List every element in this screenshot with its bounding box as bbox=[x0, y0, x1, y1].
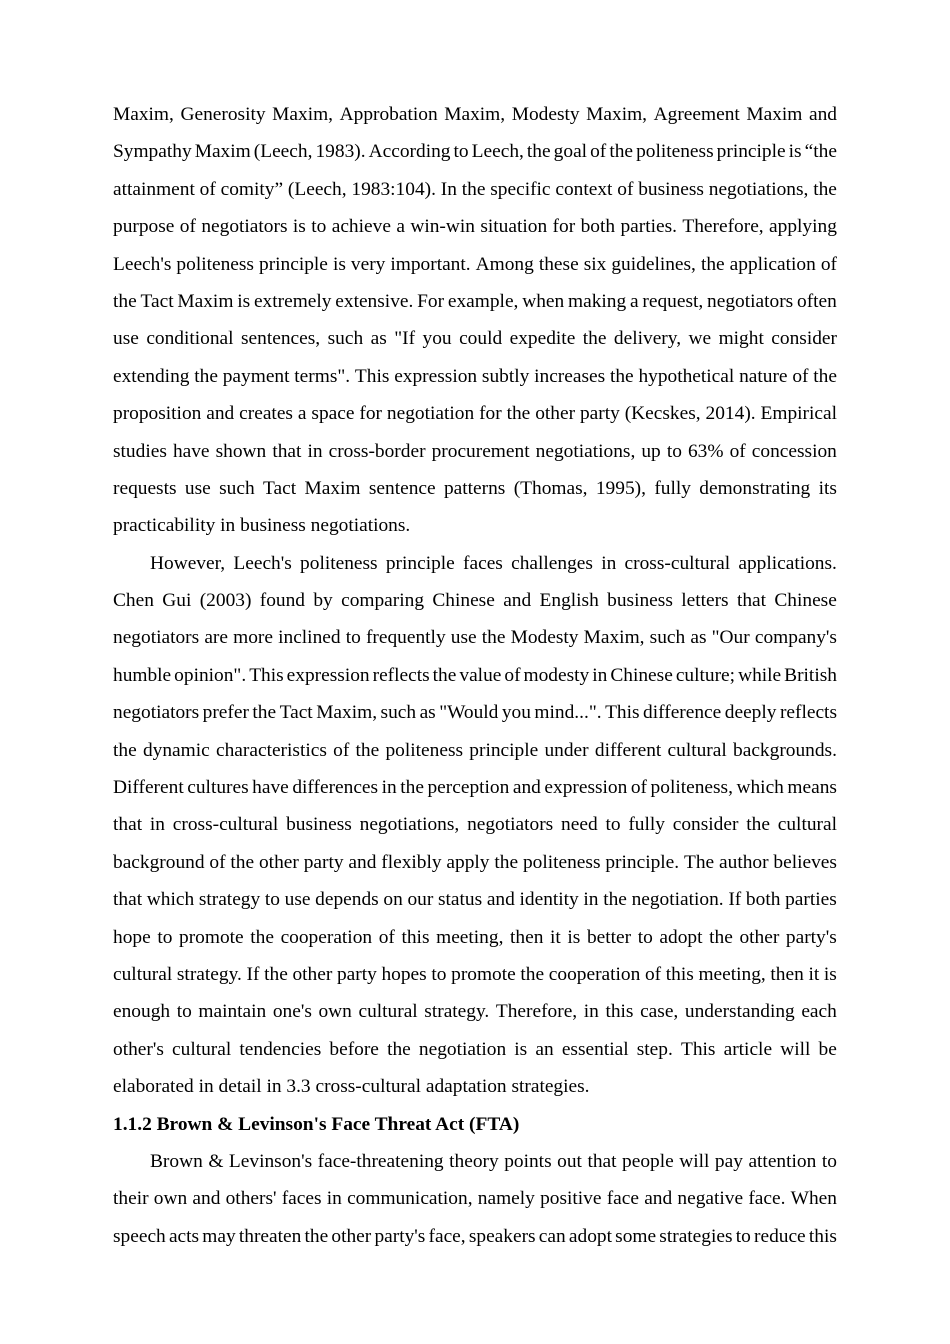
text-line: purpose of negotiators is to achieve a win-win situation for both parties. Therefore, applying bbox=[113, 216, 837, 238]
text-line: negotiators are more inclined to frequently use the Modesty Maxim, such as "Our company's bbox=[113, 627, 837, 649]
paragraph bbox=[113, 96, 837, 545]
text-line: other's cultural tendencies before the negotiation is an essential step. This article will be bbox=[113, 1038, 837, 1060]
section-heading: 1.1.2 Brown & Levinson's Face Threat Act (FTA) bbox=[113, 1113, 520, 1135]
text-line: negotiators prefer the Tact Maxim, such as "Would you mind...". This difference deeply reflects bbox=[113, 702, 837, 724]
paragraph bbox=[113, 545, 837, 1106]
document-text-column bbox=[113, 96, 837, 1255]
text-line: extending the payment terms". This expression subtly increases the hypothetical nature of the bbox=[113, 365, 837, 387]
text-line: that in cross-cultural business negotiations, negotiators need to fully consider the cultural bbox=[113, 814, 837, 836]
text-line: Brown & Levinson's face-threatening theory points out that people will pay attention to bbox=[150, 1150, 837, 1172]
text-line: Different cultures have differences in the perception and expression of politeness, which means bbox=[113, 777, 837, 799]
text-line: practicability in business negotiations. bbox=[113, 515, 411, 537]
text-line: background of the other party and flexibly apply the politeness principle. The author believes bbox=[113, 851, 837, 873]
text-line: their own and others' faces in communication, namely positive face and negative face. When bbox=[113, 1188, 837, 1210]
text-line: speech acts may threaten the other party's face, speakers can adopt some strategies to reduce this bbox=[113, 1225, 837, 1247]
text-line: use conditional sentences, such as "If you could expedite the delivery, we might consider bbox=[113, 328, 837, 350]
text-line: requests use such Tact Maxim sentence patterns (Thomas, 1995), fully demonstrating its bbox=[113, 477, 837, 499]
text-line: proposition and creates a space for negotiation for the other party (Kecskes, 2014). Empirical bbox=[113, 403, 837, 425]
text-line: Sympathy Maxim (Leech, 1983). According to Leech, the goal of the politeness principle is “the bbox=[113, 141, 837, 163]
text-line: elaborated in detail in 3.3 cross-cultural adaptation strategies. bbox=[113, 1076, 590, 1098]
text-line: hope to promote the cooperation of this meeting, then it is better to adopt the other party's bbox=[113, 926, 837, 948]
text-line: cultural strategy. If the other party hopes to promote the cooperation of this meeting, then it is bbox=[113, 963, 837, 985]
text-line: the dynamic characteristics of the politeness principle under different cultural backgrounds. bbox=[113, 739, 837, 761]
text-line: Leech's politeness principle is very important. Among these six guidelines, the application of bbox=[113, 253, 837, 275]
text-line: the Tact Maxim is extremely extensive. For example, when making a request, negotiators often bbox=[113, 290, 837, 312]
paragraph bbox=[113, 1143, 837, 1255]
text-line: studies have shown that in cross-border procurement negotiations, up to 63% of concession bbox=[113, 440, 837, 462]
text-line: However, Leech's politeness principle faces challenges in cross-cultural applications. bbox=[150, 552, 837, 574]
text-line: Maxim, Generosity Maxim, Approbation Maxim, Modesty Maxim, Agreement Maxim and bbox=[113, 104, 837, 125]
text-line: attainment of comity” (Leech, 1983:104). In the specific context of business negotiations, the bbox=[113, 178, 837, 200]
text-line: enough to maintain one's own cultural strategy. Therefore, in this case, understanding each bbox=[113, 1001, 837, 1023]
text-line: Chen Gui (2003) found by comparing Chinese and English business letters that Chinese bbox=[113, 590, 837, 612]
text-line: that which strategy to use depends on our status and identity in the negotiation. If both parties bbox=[113, 889, 837, 911]
text-line: humble opinion". This expression reflects the value of modesty in Chinese culture; while British bbox=[113, 664, 837, 686]
